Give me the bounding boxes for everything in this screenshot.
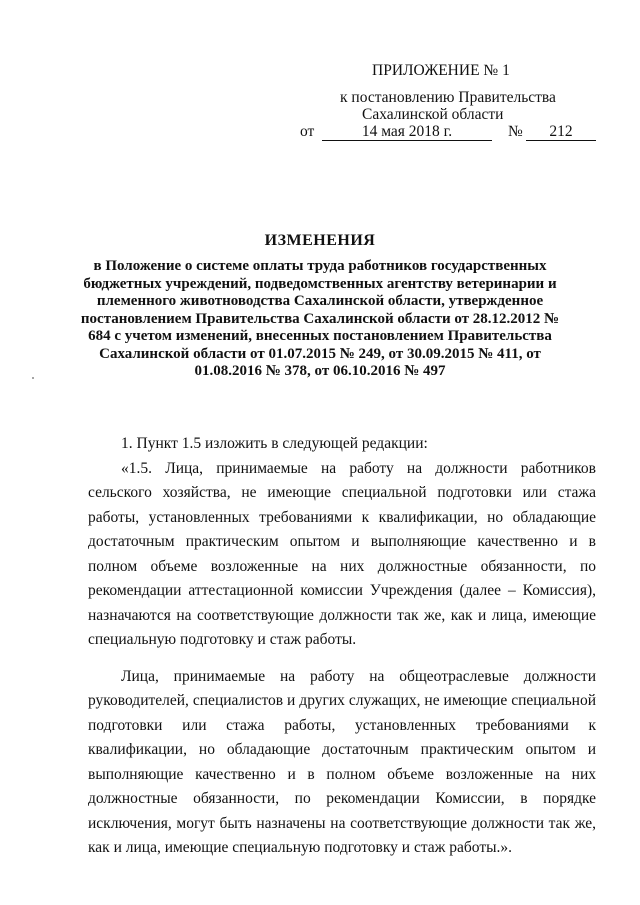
appendix-title: ПРИЛОЖЕНИЕ № 1 [372,62,510,79]
appendix-line-region: Сахалинской области [362,106,504,123]
date-prefix: от [300,123,315,140]
margin-mark [32,377,34,379]
appendix-date-row [300,123,600,145]
document-subtitle: в Положение о системе оплаты труда работников государственных бюджетных учреждений, подведомственных агентству ветеринарии и племенного животноводства Сахалинской области, утвержденное постановлением Правительства Сахалинской области от 28.12.2012 № 684 с учетом изменений, внесенных постановлением Правительства Сахалинской области от 01.07.2015 № 249, от 30.09.2015 № 411, от 01.08.2016 № 378, от 06.10.2016 № 497 [80,258,560,379]
appendix-line-resolution: к постановлению Правительства [340,89,556,106]
number-prefix: № [508,123,523,140]
document-title-block [80,232,560,381]
body-paragraph-1: 1. Пункт 1.5 изложить в следующей редакции: [121,435,428,452]
body-paragraph-2: «1.5. Лица, принимаемые на работу на должности работников сельского хозяйства, не имеющие специальной подготовки или стажа работы, установленных требованиями к квалификации, но обладающие достаточным практическим опытом и выполняющие качественно и в полном объеме возложенные на них должностные обязанности, по рекомендации аттестационной комиссии Учреждения (далее – Комиссия), назначаются на соответствующие должности так же, как и лица, имеющие специальную подготовку и стаж работы. [88,459,596,648]
document-body [88,432,596,861]
date-value: 14 мая 2018 г. [322,123,492,141]
document-title: ИЗМЕНЕНИЯ [264,232,376,249]
body-paragraph-3: Лица, принимаемые на работу на общеотраслевые должности руководителей, специалистов и других служащих, не имеющие специальной подготовки или стажа работы, установленных требованиями к квалификации, но обладающие достаточным практическим опытом и выполняющие качественно и в полном объеме возложенные на них должностные обязанности, по рекомендации Комиссии, в порядке исключения, могут быть назначены на соответствующие должности так же, как и лица, имеющие специальную подготовку и стаж работы.». [88,667,596,856]
number-value: 212 [526,123,596,141]
